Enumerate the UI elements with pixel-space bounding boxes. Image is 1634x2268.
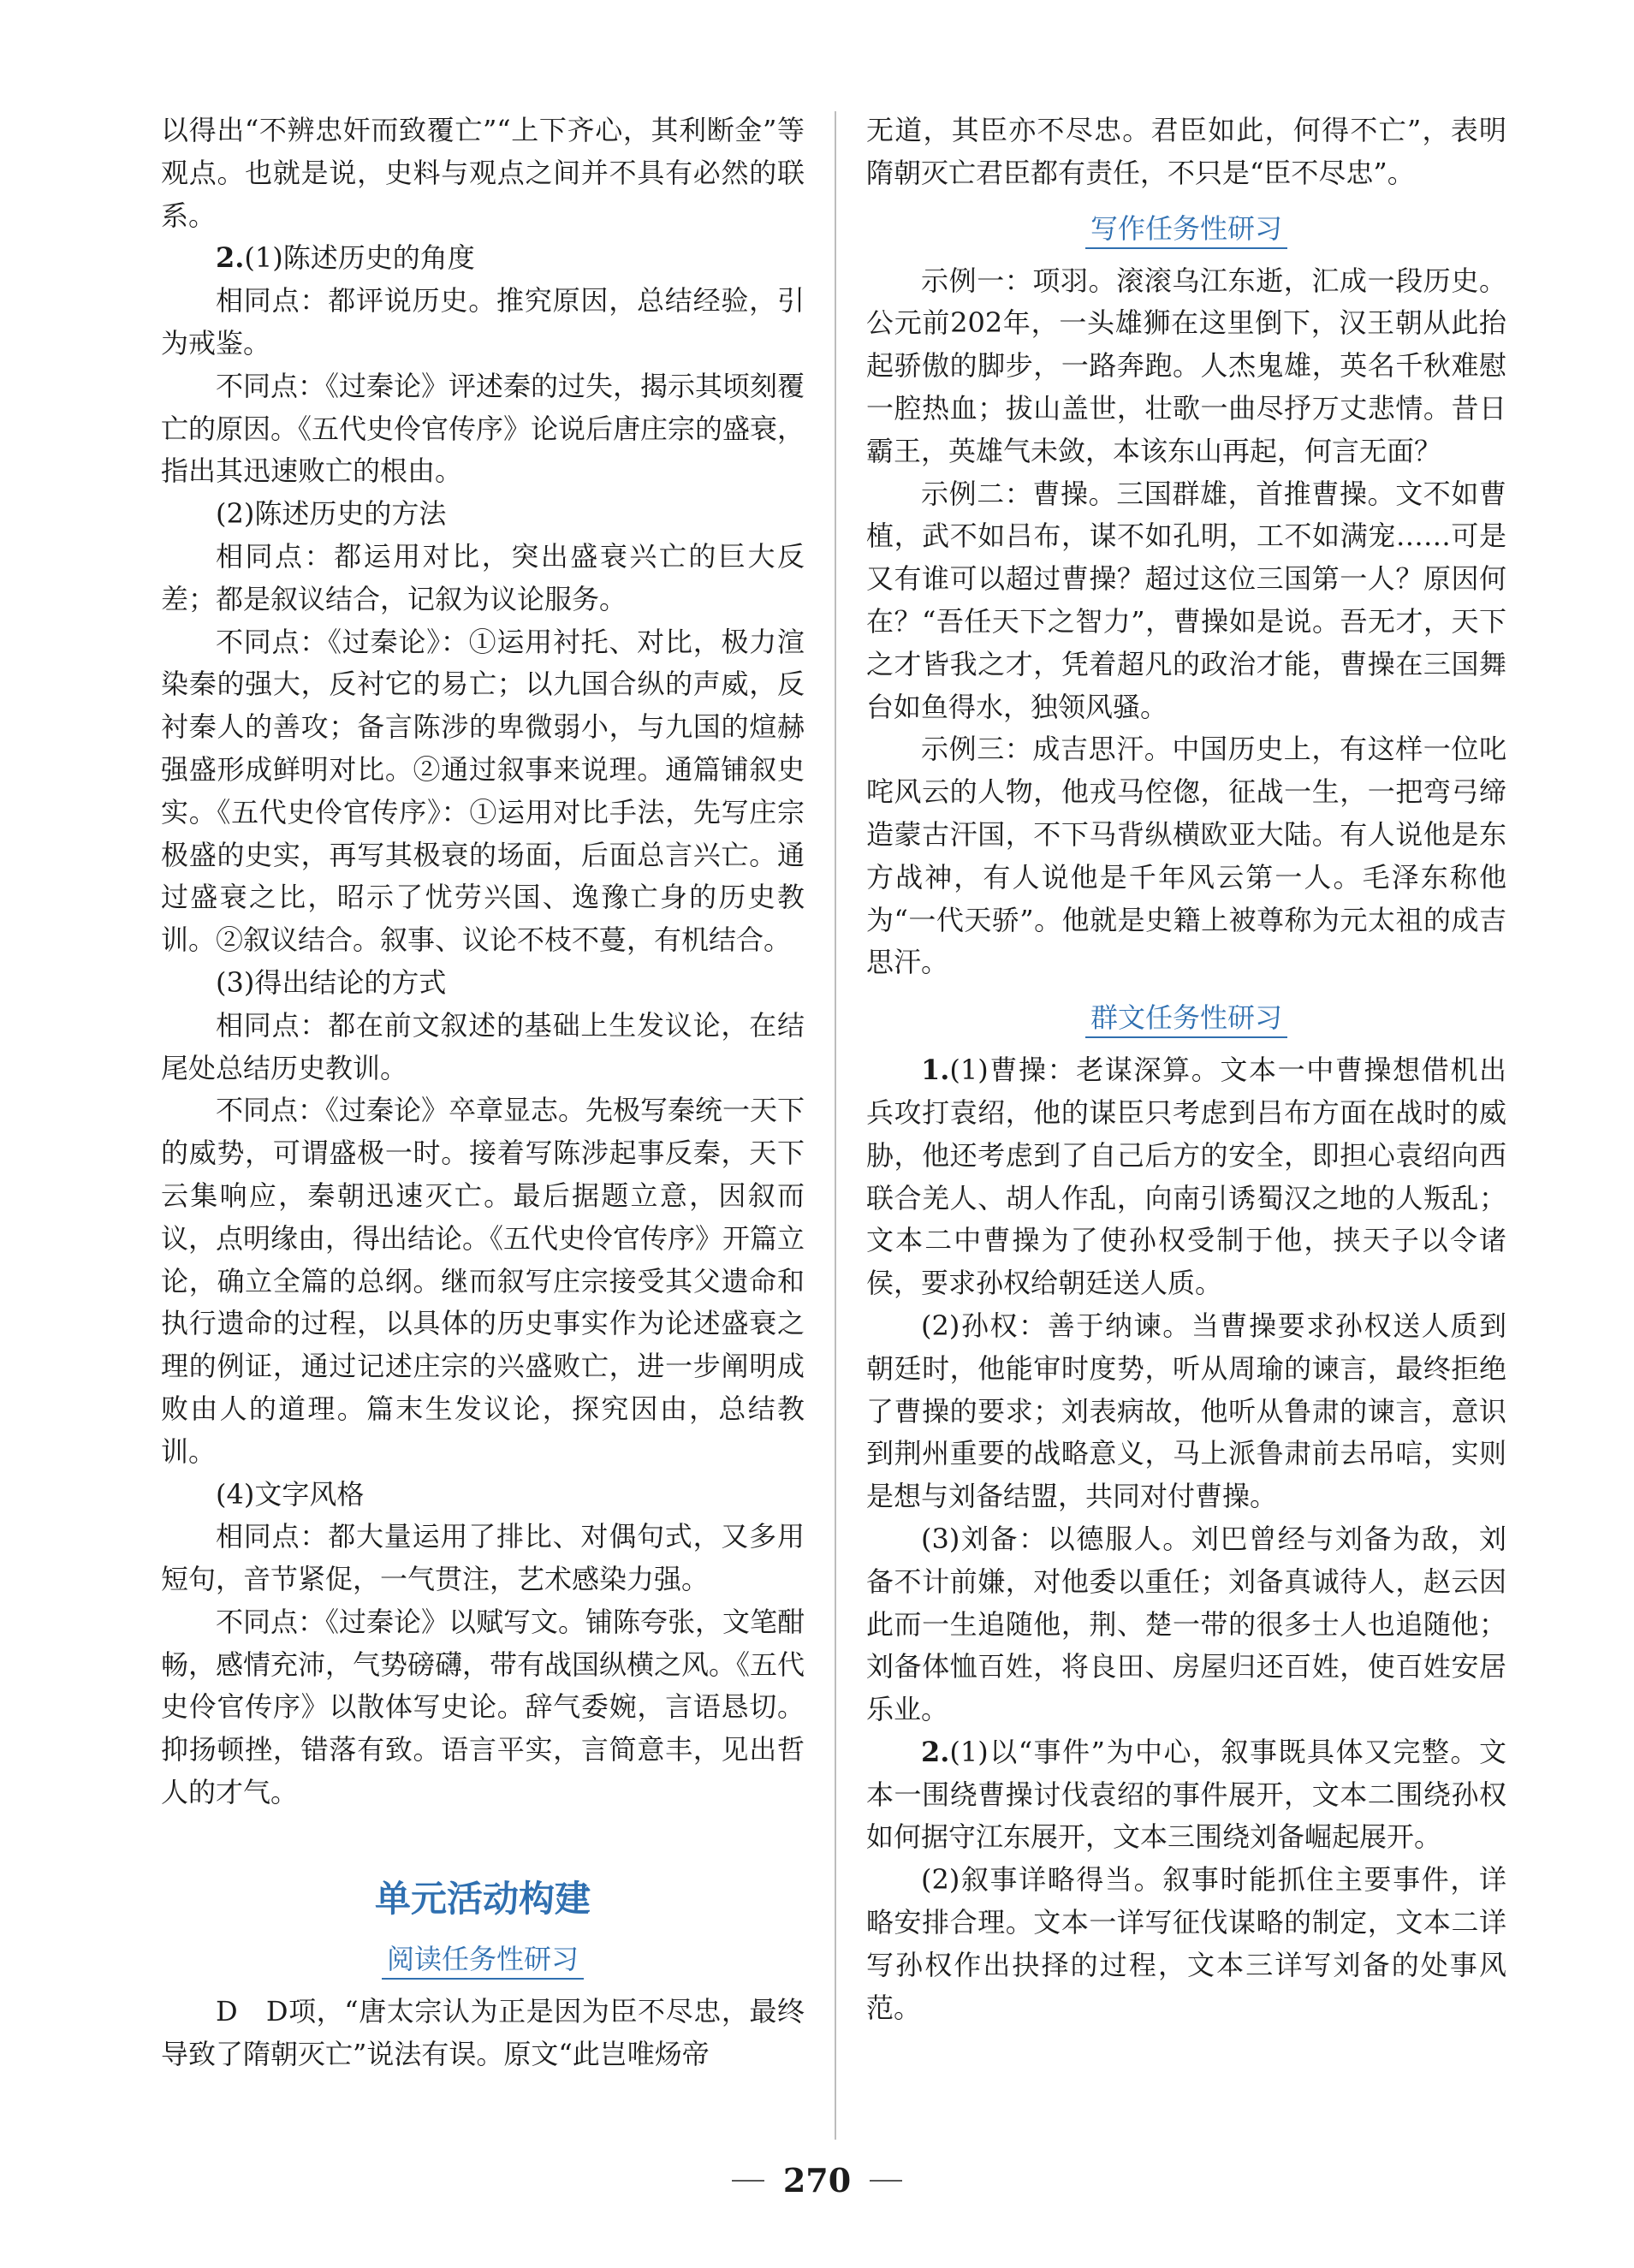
page-number: 270 (782, 2161, 852, 2200)
paragraph: 示例三：成吉思汗。中国历史上，有这样一位叱咤风云的人物，他戎马倥偬，征战一生，一把弯弓缔造蒙古汗国，不下马背纵横欧亚大陆。有人说他是东方战神，有人说他是千年风云第一人。毛泽东称他为“一代天骄”。他就是史籍上被尊称为元太祖的成吉思汗。 (866, 733, 1506, 979)
paragraph (866, 1731, 1506, 1859)
paragraph: 不同点：《过秦论》卒章显志。先极写秦统一天下的威势，可谓盛极一时。接着写陈涉起事反秦，天下云集响应，秦朝迅速灭亡。最后据题立意，因叙而议，点明缘由，得出结论。《五代史伶官传序》开篇立论，确立全篇的总纲。继而叙写庄宗接受其父遗命和执行遗命的过程，以具体的历史事实作为论述盛衰之理的例证，通过记述庄宗的兴盛败亡，进一步阐明成败由人的道理。篇末生发议论，探究因由，总结教训。 (161, 1094, 805, 1468)
paragraph (866, 1049, 1506, 1305)
section-title-reading: 阅读任务性研习 (161, 1938, 805, 1980)
item-number: 2. (921, 1735, 950, 1768)
page-footer (0, 2161, 1634, 2200)
item-text: (1)曹操：老谋深算。文本一中曹操想借机出兵攻打袁绍，他的谋臣只考虑到吕布方面在战时的威胁，他还考虑到了自己后方的安全，即担心袁绍向西联合羌人、胡人作乱，向南引诱蜀汉之地的人叛乱；文本二中曹操为了使孙权受制于他，挟天子以令诸侯，要求孙权给朝廷送人质。 (866, 1054, 1506, 1300)
paragraph: 相同点：都评说历史。推究原因，总结经验，引为戒鉴。 (161, 284, 805, 359)
item-text: (1)陈述历史的角度 (244, 241, 475, 275)
reading-answer: D D项，“唐太宗认为正是因为臣不尽忠，最终导致了隋朝灭亡”说法有误。原文“此岂唯炀帝 (161, 1994, 805, 2070)
item-text: (1)以“事件”为中心，叙事既具体又完整。文本一围绕曹操讨伐袁绍的事件展开，文本二围绕孙权如何据守江东展开，文本三围绕刘备崛起展开。 (866, 1735, 1506, 1854)
paragraph: 不同点：《过秦论》：①运用衬托、对比，极力渲染秦的强大，反衬它的易亡；以九国合纵的声威，反衬秦人的善攻；备言陈涉的卑微弱小，与九国的煊赫强盛形成鲜明对比。②通过叙事来说理。通篇铺叙史实。《五代史伶官传序》：①运用对比手法，先写庄宗极盛的史实，再写其极衰的场面，后面总言兴亡。通过盛衰之比，昭示了忧劳兴国、逸豫亡身的历史教训。②叙议结合。叙事、议论不枝不蔓，有机结合。 (161, 625, 805, 957)
paragraph: (3)刘备：以德服人。刘巴曾经与刘备为敌，刘备不计前嫌，对他委以重任；刘备真诚待人，赵云因此而一生追随他，荆、楚一带的很多士人也追随他；刘备体恤百姓，将良田、房屋归还百姓，使百姓安居乐业。 (866, 1522, 1506, 1726)
paragraph: 不同点：《过秦论》以赋写文。铺陈夸张，文笔酣畅，感情充沛，气势磅礴，带有战国纵横之风。《五代史伶官传序》以散体写史论。辞气委婉，言语恳切。抑扬顿挫，错落有致。语言平实，言简意丰，见出哲人的才气。 (161, 1605, 805, 1809)
paragraph: (2)孙权：善于纳谏。当曹操要求孙权送人质到朝廷时，他能审时度势，听从周瑜的谏言，最终拒绝了曹操的要求；刘表病故，他听从鲁肃的谏言，意识到荆州重要的战略意义，马上派鲁肃前去吊唁，实则是想与刘备结盟，共同对付曹操。 (866, 1309, 1506, 1513)
paragraph: 示例二：曹操。三国群雄，首推曹操。文不如曹植，武不如吕布，谋不如孔明，工不如满宠……可是又有谁可以超过曹操？超过这位三国第一人？原因何在？“吾任天下之智力”，曹操如是说。吾无才，天下之才皆我之才，凭着超凡的政治才能，曹操在三国舞台如鱼得水，独领风骚。 (866, 477, 1506, 723)
paragraph: 相同点：都大量运用了排比、对偶句式，又多用短句，音节紧促，一气贯注，艺术感染力强。 (161, 1520, 805, 1596)
item-number: 1. (921, 1054, 950, 1087)
section-title-writing: 写作任务性研习 (866, 207, 1506, 250)
column-divider (835, 111, 836, 2140)
paragraph: (4)文字风格 (216, 1477, 365, 1511)
unit-title: 单元活动构建 (374, 1877, 591, 1920)
section-title-group: 群文任务性研习 (866, 996, 1506, 1039)
footer-dash (870, 2180, 902, 2182)
footer-dash (732, 2180, 764, 2182)
paragraph: 不同点：《过秦论》评述秦的过失，揭示其顷刻覆亡的原因。《五代史伶官传序》论说后唐庄宗的盛衰，指出其迅速败亡的根由。 (161, 369, 805, 488)
paragraph: 相同点：都运用对比，突出盛衰兴亡的巨大反差；都是叙议结合，记叙为议论服务。 (161, 539, 805, 615)
reading-answer-continued: 无道，其臣亦不尽忠。君臣如此，何得不亡”，表明隋朝灭亡君臣都有责任，不只是“臣不尽忠”。 (866, 114, 1506, 189)
paragraph: (2)陈述历史的方法 (216, 497, 447, 531)
paragraph: (2)叙事详略得当。叙事时能抓住主要事件，详略安排合理。文本一详写征伐谋略的制定，文本二详写孙权作出抉择的过程，文本三详写刘备的处事风范。 (866, 1863, 1506, 2024)
paragraph: 相同点：都在前文叙述的基础上生发议论，在结尾处总结历史教训。 (161, 1008, 805, 1084)
right-column (866, 110, 1506, 2029)
paragraph: 示例一：项羽。滚滚乌江东逝，汇成一段历史。公元前202年，一头雄狮在这里倒下，汉王朝从此抬起骄傲的脚步，一路奔跑。人杰鬼雄，英名千秋难慰一腔热血；拔山盖世，壮歌一曲尽抒万丈悲情。昔日霸王，英雄气未敛，本该东山再起，何言无面？ (866, 264, 1506, 467)
paragraph (161, 237, 805, 280)
paragraph: (3)得出结论的方式 (216, 965, 447, 999)
paragraph: 以得出“不辨忠奸而致覆亡”“上下齐心，其利断金”等观点。也就是说，史料与观点之间并不具有必然的联系。 (161, 114, 805, 232)
left-column (161, 110, 805, 2075)
item-number: 2. (216, 241, 245, 275)
